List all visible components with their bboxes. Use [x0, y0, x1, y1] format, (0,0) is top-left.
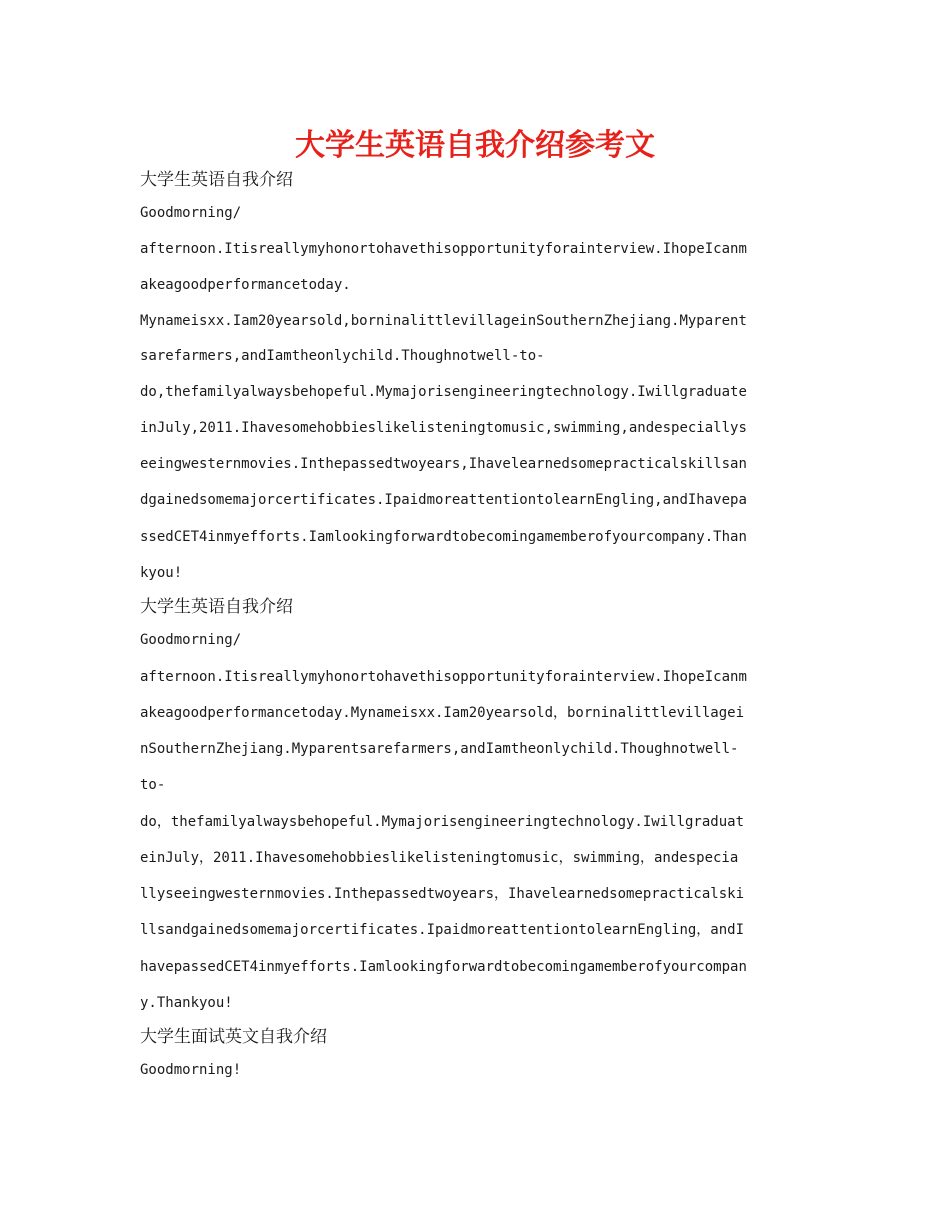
text-line: sarefarmers,andIamtheonlychild.Thoughnotwell-to-	[140, 348, 545, 364]
text-line: y.Thankyou!	[140, 995, 233, 1011]
text-line: afternoon.Itisreallymyhonortohavethisopportunityforainterview.IhopeIcanm	[140, 669, 747, 685]
text-line: akeagoodperformancetoday.	[140, 277, 351, 293]
text-line: eeingwesternmovies.Inthepassedtwoyears,Ihavelearnedsomepracticalskillsan	[140, 456, 747, 472]
text-line: dgainedsomemajorcertificates.IpaidmoreattentiontolearnEngling,andIhavepa	[140, 492, 747, 508]
text-line: inJuly,2011.Ihavesomehobbieslikelisteningtomusic,swimming,andespeciallys	[140, 420, 747, 436]
page-title: 大学生英语自我介绍参考文	[295, 128, 655, 163]
text-line: ssedCET4inmyefforts.Iamlookingforwardtobecomingamemberofyourcompany.Than	[140, 529, 747, 545]
text-line: Goodmorning/	[140, 205, 242, 221]
text-line: afternoon.Itisreallymyhonortohavethisopportunityforainterview.IhopeIcanm	[140, 241, 747, 257]
text-line: Goodmorning!	[140, 1062, 242, 1078]
section-heading-2: 大学生英语自我介绍	[140, 597, 293, 617]
text-line: llsandgainedsomemajorcertificates.IpaidmoreattentiontolearnEngling，andI	[140, 922, 745, 938]
text-line: Mynameisxx.Iam20yearsold,borninalittlevillageinSouthernZhejiang.Myparent	[140, 313, 747, 329]
text-line: do,thefamilyalwaysbehopeful.Mymajorisengineeringtechnology.Iwillgraduate	[140, 384, 747, 400]
text-line: Goodmorning/	[140, 632, 242, 648]
text-line: einJuly，2011.Ihavesomehobbieslikelisteningtomusic，swimming，andespecia	[140, 850, 739, 866]
text-line: do，thefamilyalwaysbehopeful.Mymajorisengineeringtechnology.Iwillgraduat	[140, 814, 745, 830]
text-line: akeagoodperformancetoday.Mynameisxx.Iam20yearsold，borninalittlevillagei	[140, 705, 745, 721]
text-line: kyou!	[140, 565, 183, 581]
text-line: llyseeingwesternmovies.Inthepassedtwoyears，Ihavelearnedsomepracticalski	[140, 886, 745, 902]
text-line: havepassedCET4inmyefforts.Iamlookingforwardtobecomingamemberofyourcompan	[140, 959, 747, 975]
text-line: to-	[140, 777, 166, 793]
section-heading-1: 大学生英语自我介绍	[140, 170, 293, 190]
section-heading-3: 大学生面试英文自我介绍	[140, 1027, 327, 1047]
text-line: nSouthernZhejiang.Myparentsarefarmers,andIamtheonlychild.Thoughnotwell-	[140, 741, 739, 757]
